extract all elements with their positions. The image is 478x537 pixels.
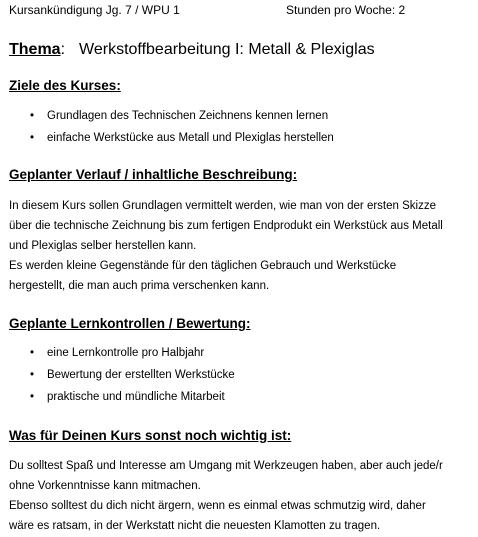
title-colon: : — [60, 41, 66, 58]
list-item-text: eine Lernkontrolle pro Halbjahr — [47, 347, 205, 359]
bullet-icon: • — [30, 347, 35, 359]
bullet-icon: • — [30, 369, 35, 381]
goals-heading-colon: : — [116, 78, 121, 93]
bullet-icon: • — [30, 132, 35, 144]
assessment-heading-colon: : — [246, 316, 251, 331]
list-item-text: praktische und mündliche Mitarbeit — [47, 391, 225, 403]
page-title — [9, 41, 375, 59]
paragraph-line: In diesem Kurs sollen Grundlagen vermittelt werden, wie man von der ersten Skizze — [9, 200, 436, 212]
paragraph-line: Du solltest Spaß und Interesse am Umgang mit Werkzeugen haben, aber auch jede/r — [9, 460, 443, 472]
plan-heading-colon: : — [292, 167, 298, 182]
paragraph-line: über die technische Zeichnung bis zum fertigen Endprodukt ein Werkstück aus Metall — [9, 220, 443, 232]
paragraph-line: ohne Vorkenntnisse kann mitmachen. — [9, 480, 201, 492]
paragraph-line: Es werden kleine Gegenstände für den täglichen Gebrauch und Werkstücke — [9, 260, 397, 272]
paragraph-line: wäre es ratsam, in der Werkstatt nicht die neuesten Klamotten zu tragen. — [9, 520, 381, 532]
list-item-text: Grundlagen des Technischen Zeichnens kennen lernen — [47, 110, 329, 122]
title-label: Thema — [9, 41, 61, 58]
important-paragraph — [9, 456, 474, 536]
plan-heading-text: Geplanter Verlauf / inhaltliche Beschreibung — [9, 167, 293, 182]
goals-heading-text: Ziele des Kurses — [9, 78, 117, 93]
paragraph-line: Ebenso solltest du dich nicht ärgern, wenn es einmal etwas schmutzig wird, daher — [9, 500, 426, 512]
bullet-icon: • — [30, 391, 35, 403]
assessment-heading-text: Geplante Lernkontrollen / Bewertung — [9, 316, 247, 331]
list-item-text: Bewertung der erstellten Werkstücke — [47, 369, 235, 381]
paragraph-line: hergestellt, die man auch prima verschenken kann. — [9, 280, 270, 292]
important-heading-colon: : — [286, 428, 292, 443]
title-text: Werkstoffbearbeitung I: Metall & Plexiglas — [79, 41, 375, 58]
course-header: Kursankündigung Jg. 7 / WPU 1 — [9, 3, 180, 17]
list-item-text: einfache Werkstücke aus Metall und Plexiglas herstellen — [47, 132, 334, 144]
goals-heading — [9, 78, 121, 93]
bullet-icon: • — [30, 110, 35, 122]
paragraph-line: und Plexiglas selber herstellen kann. — [9, 240, 197, 252]
hours-header: Stunden pro Woche: 2 — [286, 3, 406, 17]
assessment-heading — [9, 316, 251, 331]
important-heading — [9, 428, 291, 443]
plan-heading — [9, 167, 297, 182]
important-heading-text: Was für Deinen Kurs sonst noch wichtig ist — [9, 428, 287, 443]
plan-paragraph — [9, 196, 474, 296]
